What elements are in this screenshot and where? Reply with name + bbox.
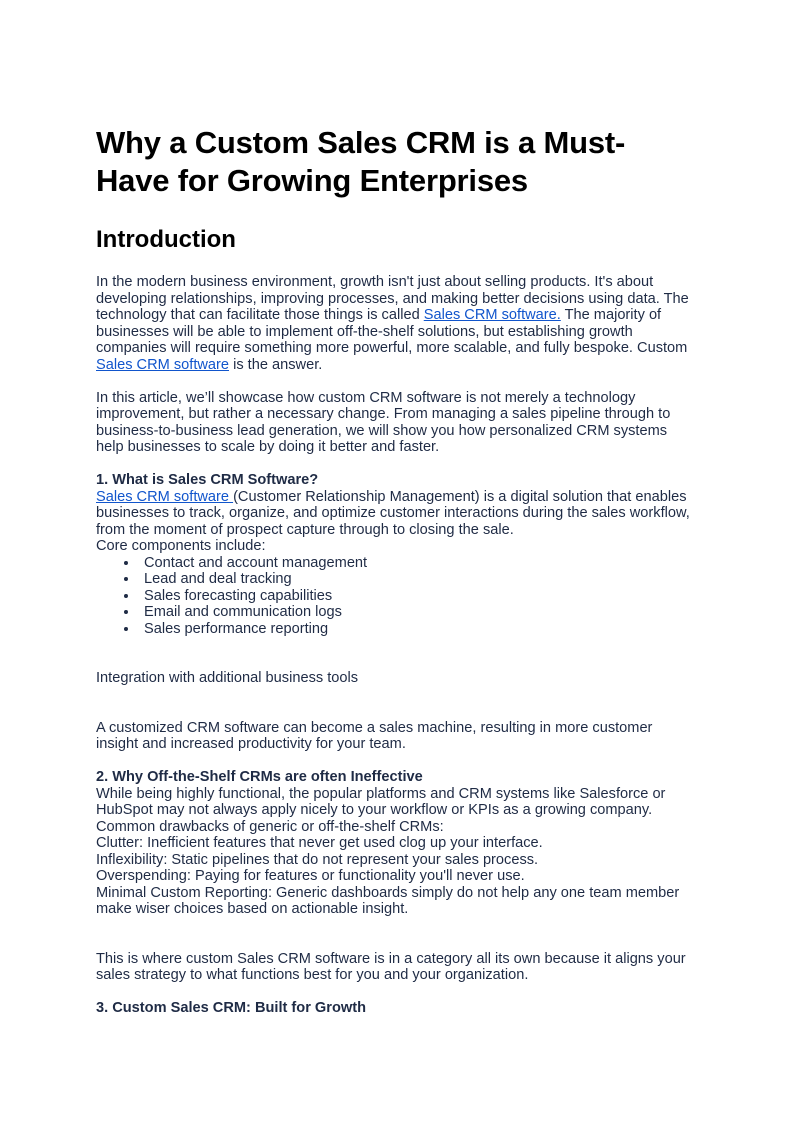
- paragraph: In the modern business environment, growth isn't just about selling products. It's about developing relationships, improving processes, and making better decisions using data. The technology that can facilitate those things is called Sales CRM software. The majority of businesses will be able to implement off-the-shelf solutions, but establishing growth companies will require something more powerful, more scalable, and fully bespoke. Custom Sales CRM software is the answer.: [96, 274, 689, 373]
- blank-line-spacer: [96, 753, 698, 770]
- list-item: • Lead and deal tracking: [139, 571, 698, 588]
- paragraph: While being highly functional, the popular platforms and CRM systems like Salesforce or HubSpot may not always apply nicely to your workflow or KPIs as a growing company.: [96, 785, 666, 818]
- list-item: • Email and communication logs: [139, 604, 698, 621]
- blank-line-spacer: [96, 637, 698, 670]
- blank-line-spacer: [96, 373, 698, 390]
- paragraph: Inflexibility: Static pipelines that do not represent your sales process.: [96, 851, 539, 868]
- paragraph: Integration with additional business tools: [96, 670, 359, 686]
- bullet-list: [96, 555, 698, 638]
- sub-heading: 1. What is Sales CRM Software?: [96, 472, 319, 488]
- paragraph: Clutter: Inefficient features that never get used clog up your interface.: [96, 835, 543, 851]
- section-heading: Introduction: [96, 226, 236, 253]
- list-item: • Sales performance reporting: [139, 621, 698, 638]
- sales-crm-software-link[interactable]: Sales CRM software: [96, 488, 234, 505]
- document-title: Why a Custom Sales CRM is a Must-Have for Growing Enterprises: [96, 125, 626, 198]
- list-item: • Contact and account management: [139, 555, 698, 572]
- sub-heading: 2. Why Off-the-Shelf CRMs are often Ineffective: [96, 769, 423, 785]
- paragraph: A customized CRM software can become a sales machine, resulting in more customer insight and increased productivity for your team.: [96, 719, 653, 752]
- paragraph: This is where custom Sales CRM software is in a category all its own because it aligns your sales strategy to what functions best for you and your organization.: [96, 950, 686, 983]
- paragraph: In this article, we’ll showcase how custom CRM software is not merely a technology improvement, but rather a necessary change. From managing a sales pipeline through to business-to-business lead generation, we will show you how personalized CRM systems help businesses to scale by doing it better and faster.: [96, 389, 671, 455]
- sub-heading: 3. Custom Sales CRM: Built for Growth: [96, 1000, 366, 1016]
- paragraph: Sales CRM software (Customer Relationship Management) is a digital solution that enables businesses to track, organize, and optimize customer interactions during the sales workflow, from the moment of prospect capture through to closing the sale.: [96, 488, 690, 538]
- paragraph: Minimal Custom Reporting: Generic dashboards simply do not help any one team member make wiser choices based on actionable insight.: [96, 884, 680, 917]
- paragraph: Common drawbacks of generic or off-the-shelf CRMs:: [96, 818, 444, 835]
- paragraph: Core components include:: [96, 538, 266, 554]
- sales-crm-software-link[interactable]: Sales CRM software.: [423, 307, 561, 323]
- list-item: • Sales forecasting capabilities: [139, 588, 698, 605]
- paragraph: Overspending: Paying for features or functionality you'll never use.: [96, 868, 525, 884]
- blank-line-spacer: [96, 687, 698, 720]
- document-content: [96, 226, 698, 1017]
- blank-line-spacer: [96, 984, 698, 1001]
- blank-line-spacer: [96, 456, 698, 473]
- sales-crm-software-link[interactable]: Sales CRM software: [96, 356, 230, 373]
- blank-line-spacer: [96, 918, 698, 951]
